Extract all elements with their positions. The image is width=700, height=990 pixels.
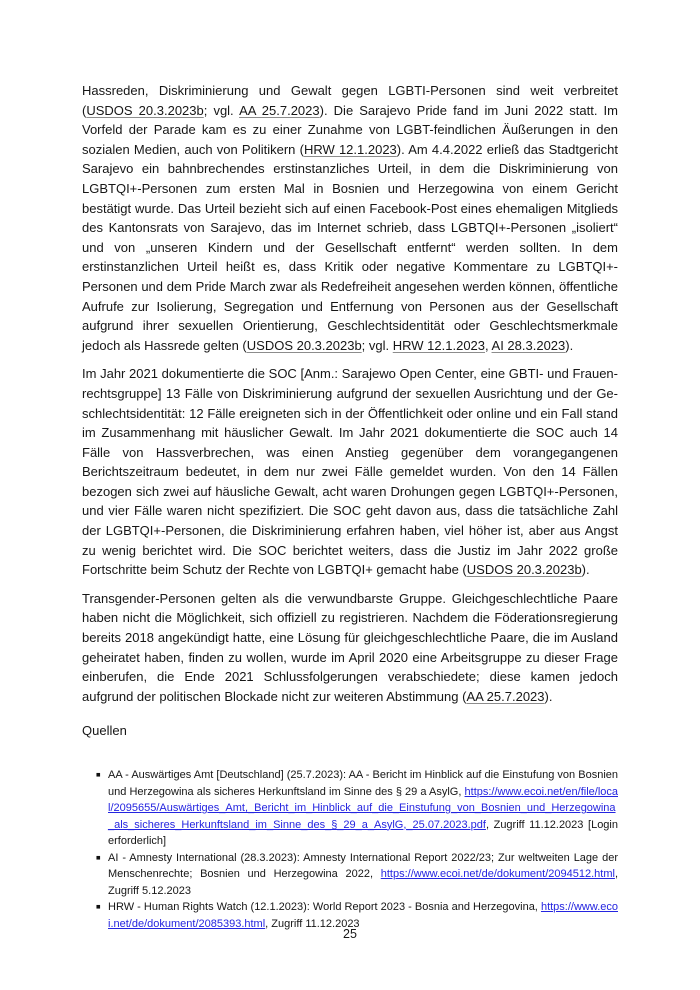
citation-link[interactable]: HRW 12.1.2023 xyxy=(392,337,486,353)
citation-link[interactable]: USDOS 20.3.2023b xyxy=(246,337,362,353)
text-segment: AI - Amnesty International (28.3.2023): Amnesty International Report 2022/23; Zur weltweiten Lage der Menschenrechte; Bosnien und Herzegowina 2022, xyxy=(108,851,618,880)
text-segment: AA - Auswärtiges Amt [Deutschland] (25.7.2023): AA - Bericht im Hinblick auf die Einstufung von Bosnien und Herzegowina als sicheres Herkunftsland im Sinne des § 29 a AsylG, xyxy=(108,769,618,798)
text-segment: , Zugriff 5.12.2023 xyxy=(108,868,618,897)
text-segment: Hassreden, Diskriminierung und Gewalt gegen LGBTI-Personen sind weit verbreitet ( xyxy=(82,83,618,118)
hyperlink[interactable]: https://www.ecoi.net/de/dokument/2085393.html xyxy=(108,901,618,930)
paragraph-transgender xyxy=(82,589,618,707)
paragraph-soc-2021 xyxy=(82,364,618,580)
sources-list xyxy=(96,767,618,932)
text-segment: Im Jahr 2021 dokumentierte die SOC [Anm.: Sarajewo Open Center, eine GBTI- und Frauenrechtsgruppe] 13 Fälle von Diskriminierung aufgrund der sexuellen Ausrichtung und der Geschlechtsidentität: 12 Fälle ereigneten sich in der Öffentlichkeit oder online und ein Fall stand im Zusammenhang mit häuslicher Gewalt. Im Jahr 2021 dokumentierte die SOC auch 14 Fälle von Hassverbrechen, was einen Anstieg gegenüber dem vorangegangenen Berichtszeitraum bedeutet, in dem nur zwei Fälle gemeldet wurden. Von den 14 Fällen bezogen sich zwei auf häusliche Gewalt, acht waren Drohungen gegen LGBTQI+-Personen, und vier Fälle waren nicht spezifiziert. Die SOC geht davon aus, dass die tatsächliche Zahl der LGBTQI+-Personen, die Diskriminierung erfahren haben, viel höher ist, aber aus Angst zu wenig berichtet wird. Die SOC berichtet weiters, dass die Justiz im Jahr 2022 große Fortschritte beim Schutz der Rechte von LGBTQI+ gemacht habe ( xyxy=(82,366,618,578)
text-segment: , Zugriff 11.12.2023 [Login erforderlich] xyxy=(108,818,618,847)
text-segment: ). xyxy=(565,337,574,353)
citation-link[interactable]: USDOS 20.3.2023b xyxy=(86,102,204,118)
text-segment: ; vgl. xyxy=(361,337,393,353)
sources-heading: Quellen xyxy=(82,723,127,739)
page-footer xyxy=(0,925,700,943)
citation-link[interactable]: AI 28.3.2023 xyxy=(491,337,566,353)
text-segment: ). Die Sarajevo Pride fand im Juni 2022 statt. Im Vorfeld der Parade kam es zu einer Zunahme von LGBT-feindlichen Äußerungen in den sozialen Medien, auch von Politikern ( xyxy=(82,102,618,157)
source-item-aa xyxy=(96,767,618,850)
hyperlink[interactable]: https://www.ecoi.net/de/dokument/2094512.html xyxy=(380,868,615,880)
hyperlink[interactable]: https://www.ecoi.net/en/file/local/2095655/Auswärtiges_Amt,_Bericht_im_Hinblick_auf_die_Einstufung_von_Bosnien_und_Herzegowina_als_sicheres_Herkunftsland_im_Sinne_des_§_29_a_AsylG,_25.07.2023.pdf xyxy=(108,785,618,831)
text-segment: , xyxy=(485,337,492,353)
page-content xyxy=(82,81,618,932)
citation-link[interactable]: AA 25.7.2023 xyxy=(239,102,320,118)
citation-link[interactable]: HRW 12.1.2023 xyxy=(303,141,397,157)
source-item-ai xyxy=(96,850,618,900)
text-segment: ). xyxy=(581,562,590,578)
citation-link[interactable]: USDOS 20.3.2023b xyxy=(466,562,582,578)
text-segment: , Zugriff 11.12.2023 xyxy=(265,917,360,930)
citation-link[interactable]: AA 25.7.2023 xyxy=(466,688,545,704)
text-segment: ). Am 4.4.2022 erließ das Stadtgericht Sarajevo ein bahnbrechendes erstinstanzliches Urteil, in dem die Diskriminierung von LGBTQI+-Personen zum ersten Mal in Bosnien und Herzegowina von einem Gericht bestätigt wurde. Das Urteil bezieht sich auf einen Facebook-Post eines ehemaligen Mitglieds des Kantonsrats von Sarajevo, das im Internet schrieb, dass LGBTQI+-Personen „isoliert“ und von „unseren Kindern und der Gesellschaft entfernt“ werden sollten. In dem erstinstanzlichen Urteil heißt es, dass Kritik oder negative Kommentare zu LGBTQI+-Personen und dem Pride March zwar als Redefreiheit angesehen werden können, öffentliche Aufrufe zur Isolierung, Segregation und Entfernung von Personen aus der Gesellschaft aufgrund ihrer sexuellen Orientierung, Geschlechtsidentität oder Geschlechtsmerkmale jedoch als Hassrede gelten ( xyxy=(82,141,618,353)
text-segment: ). xyxy=(544,688,553,704)
text-segment: Transgender-Personen gelten als die verwundbarste Gruppe. Gleichgeschlechtliche Paare haben nicht die Möglichkeit, sich offiziell zu registrieren. Nachdem die Föderationsregierung bereits 2018 angekündigt hatte, eine Lösung für gleichgeschlechtliche Paare, die im Ausland geheiratet haben, finden zu wollen, wurde im April 2020 eine Arbeitsgruppe zu dieser Frage einberufen, die Ende 2021 Schlussfolgerungen verabschiedete; diese kamen jedoch aufgrund der politischen Blockade nicht zur weiteren Abstimmung ( xyxy=(82,590,618,704)
paragraph-hate-speech xyxy=(82,81,618,355)
page-number: 25 xyxy=(343,927,357,941)
text-segment: ; vgl. xyxy=(203,102,240,118)
text-segment: HRW - Human Rights Watch (12.1.2023): World Report 2023 - Bosnia and Herzegovina, xyxy=(108,901,541,913)
